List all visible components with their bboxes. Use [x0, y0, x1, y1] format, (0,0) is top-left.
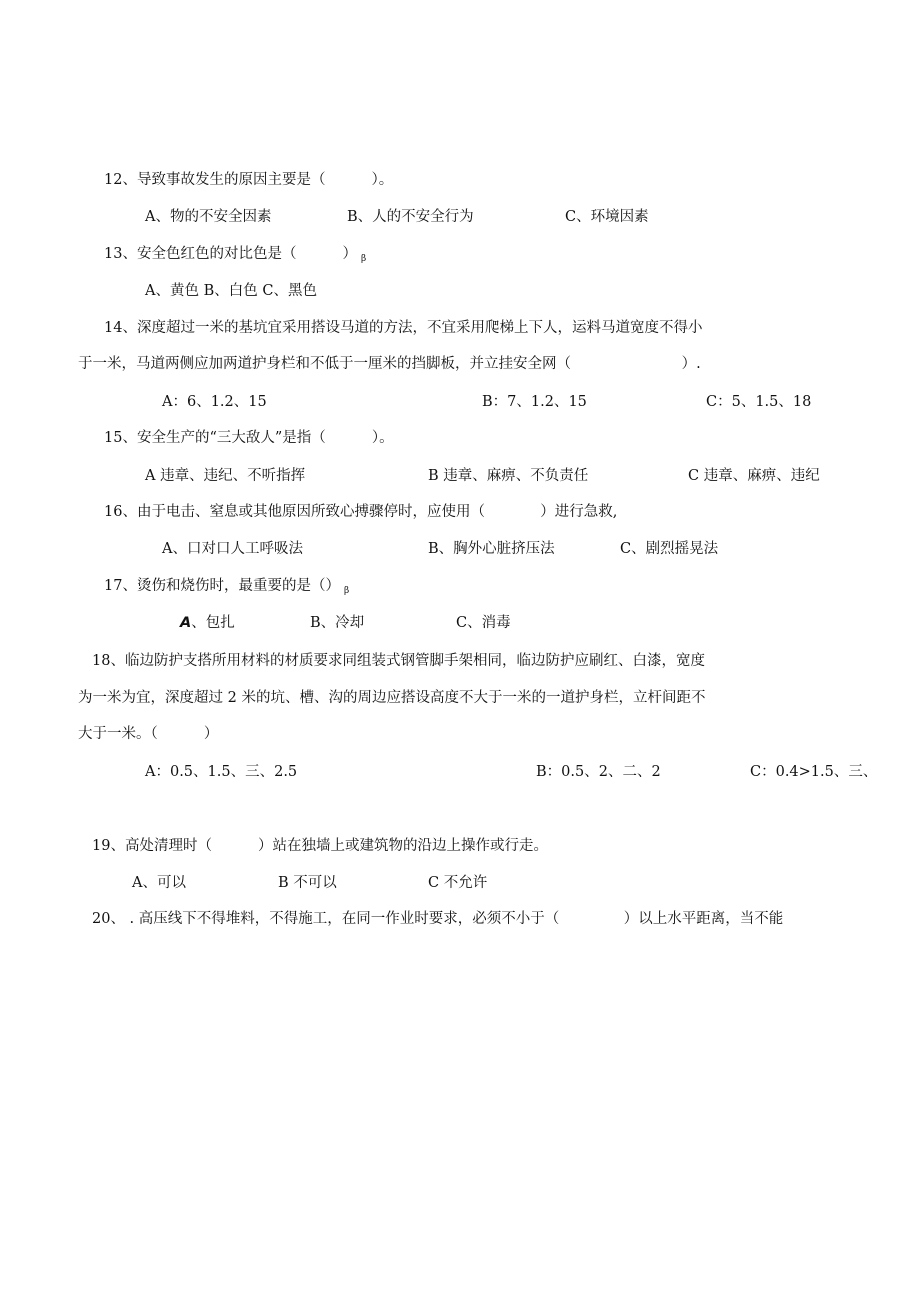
question-12-option-a: A、物的不安全因素 — [145, 209, 272, 225]
question-18-option-a: A：0.5、1.5、三、2.5 — [145, 764, 298, 780]
question-17-option-b: B、冷却 — [310, 615, 365, 631]
question-19-stem: 19、高处清理时（ ）站在独墙上或建筑物的沿边上操作或行走。 — [92, 838, 549, 854]
question-17-option-a-letter: A — [180, 615, 192, 631]
question-17-mark: β — [343, 586, 350, 596]
question-13-mark: β — [361, 254, 367, 264]
question-14-stem-line-1: 14、深度超过一米的基坑宜采用搭设马道的方法，不宜采用爬梯上下人，运料马道宽度不得小 — [104, 320, 703, 336]
question-17-option-a-text: 、包扎 — [191, 615, 235, 631]
question-14-option-c: C：5、1.5、18 — [706, 394, 812, 410]
question-15-option-a: A 违章、违纪、不听指挥 — [145, 468, 306, 484]
question-14-option-b: B：7、1.2、15 — [482, 394, 587, 410]
question-18-stem-line-2: 为一米为宜，深度超过 2 米的坑、槽、沟的周边应搭设高度不大于一米的一道护身栏，立杆间距不 — [78, 690, 706, 706]
question-18-option-c: C：0.4>1.5、三、 — [750, 764, 878, 780]
question-15-option-b: B 违章、麻痹、不负责任 — [428, 468, 589, 484]
question-18-stem-line-3: 大于一米。（ ） — [78, 726, 219, 742]
question-20-stem: 20、 . 高压线下不得堆料，不得施工，在同一作业时要求，必须不小于（ ）以上水平距离，当不能 — [92, 911, 784, 927]
question-12-option-c: C、环境因素 — [565, 209, 649, 225]
question-17-option-c: C、消毒 — [456, 615, 511, 631]
question-19-option-b: B 不可以 — [278, 875, 337, 891]
question-13-stem: 13、安全色红色的对比色是（ ） — [104, 246, 358, 262]
question-16-stem: 16、由于电击、窒息或其他原因所致心搏骤停时，应使用（ ）进行急救, — [104, 504, 618, 520]
question-14-option-a: A：6、1.2、15 — [162, 394, 267, 410]
question-15-stem: 15、安全生产的“三大敌人”是指（ ）。 — [104, 430, 394, 446]
question-18-option-b: B：0.5、2、二、2 — [536, 764, 661, 780]
question-19-option-a: A、可以 — [132, 875, 186, 891]
question-16-option-b: B、胸外心脏挤压法 — [428, 541, 555, 557]
question-14-stem-line-2: 于一米，马道两侧应加两道护身栏和不低于一厘米的挡脚板，并立挂安全网（ ）. — [78, 356, 701, 372]
question-17-stem: 17、烫伤和烧伤时，最重要的是（） — [104, 578, 340, 594]
question-17-stem-wrap — [104, 576, 349, 601]
question-17-option-a — [180, 613, 235, 633]
question-12-stem: 12、导致事故发生的原因主要是（ ）。 — [104, 172, 394, 188]
question-13-stem-wrap — [104, 244, 366, 269]
question-16-option-c: C、剧烈摇晃法 — [620, 541, 719, 557]
question-13-options: A、黄色 B、白色 C、黑色 — [145, 283, 317, 299]
question-19-option-c: C 不允许 — [428, 875, 488, 891]
question-15-option-c: C 违章、麻痹、违纪 — [688, 468, 820, 484]
question-16-option-a: A、口对口人工呼吸法 — [162, 541, 303, 557]
question-12-option-b: B、人的不安全行为 — [347, 209, 474, 225]
question-18-stem-line-1: 18、临边防护支搭所用材料的材质要求同组装式钢管脚手架相同，临边防护应刷红、白漆，宽度 — [92, 653, 705, 669]
